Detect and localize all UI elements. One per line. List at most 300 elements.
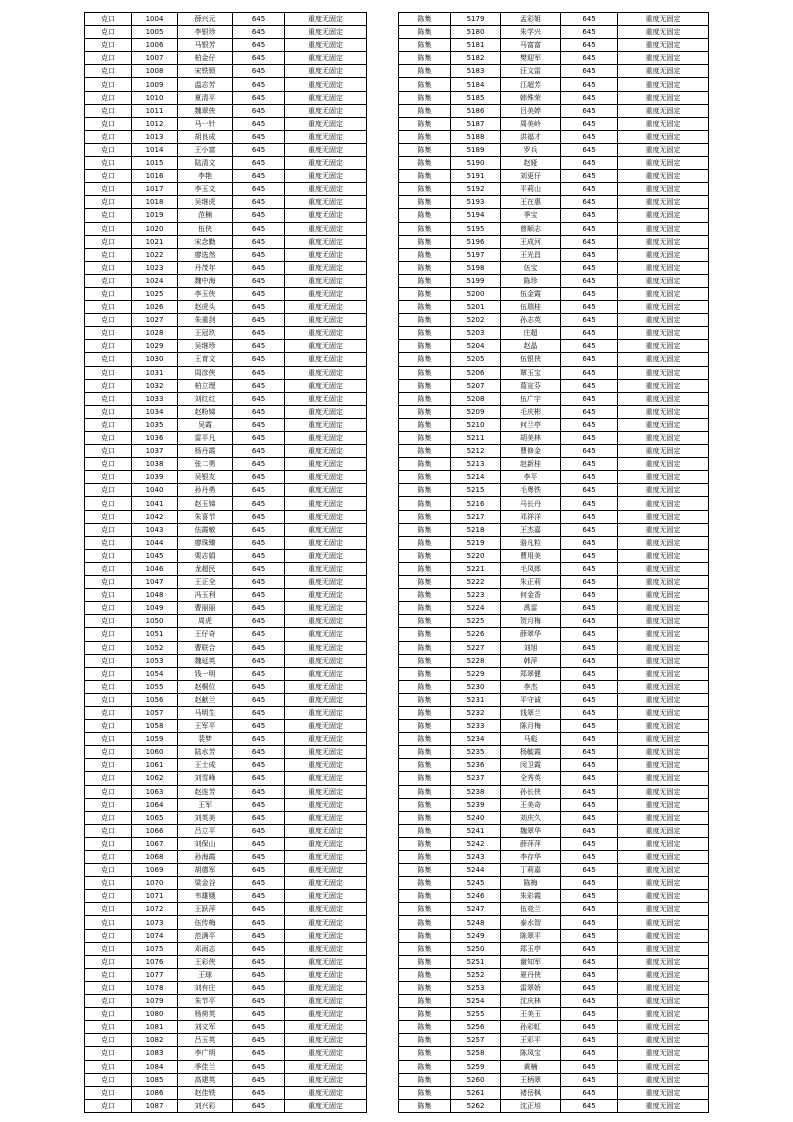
status-cell: 重度无固定 <box>618 91 709 104</box>
region-cell: 克口 <box>85 824 132 837</box>
table-row <box>399 877 709 890</box>
region-cell: 陈集 <box>399 52 451 65</box>
status-cell: 重度无固定 <box>285 785 367 798</box>
amount-cell: 645 <box>561 458 618 471</box>
amount-cell: 645 <box>561 706 618 719</box>
name-cell: 曹联合 <box>178 641 233 654</box>
status-cell: 重度无固定 <box>618 287 709 300</box>
status-cell: 重度无固定 <box>618 929 709 942</box>
id-cell: 5218 <box>451 523 501 536</box>
status-cell: 重度无固定 <box>618 104 709 117</box>
status-cell: 重度无固定 <box>285 536 367 549</box>
status-cell: 重度无固定 <box>285 759 367 772</box>
region-cell: 克口 <box>85 1073 132 1086</box>
status-cell: 重度无固定 <box>285 1008 367 1021</box>
table-row <box>399 497 709 510</box>
status-cell: 重度无固定 <box>618 183 709 196</box>
amount-cell: 645 <box>561 916 618 929</box>
table-row <box>85 536 367 549</box>
region-cell: 陈集 <box>399 130 451 143</box>
table-row <box>85 981 367 994</box>
name-cell: 孙丹勇 <box>178 484 233 497</box>
table-row <box>85 576 367 589</box>
region-cell: 克口 <box>85 968 132 981</box>
amount-cell: 645 <box>233 680 285 693</box>
name-cell: 伍霞敏 <box>178 523 233 536</box>
name-cell: 季宝 <box>501 209 561 222</box>
table-row <box>399 222 709 235</box>
name-cell: 范楠 <box>178 209 233 222</box>
amount-cell: 645 <box>233 1034 285 1047</box>
name-cell: 陈月梅 <box>501 720 561 733</box>
region-cell: 陈集 <box>399 916 451 929</box>
id-cell: 1076 <box>132 955 178 968</box>
table-row <box>85 968 367 981</box>
table-row <box>85 916 367 929</box>
amount-cell: 645 <box>561 471 618 484</box>
region-cell: 陈集 <box>399 235 451 248</box>
region-cell: 克口 <box>85 995 132 1008</box>
name-cell: 闵卫霞 <box>501 759 561 772</box>
region-cell: 陈集 <box>399 405 451 418</box>
status-cell: 重度无固定 <box>285 366 367 379</box>
table-row <box>399 274 709 287</box>
table-row <box>85 733 367 746</box>
region-cell: 陈集 <box>399 877 451 890</box>
name-cell: 黄楠 <box>501 1060 561 1073</box>
id-cell: 5249 <box>451 929 501 942</box>
name-cell: 孙海霞 <box>178 851 233 864</box>
table-row <box>85 379 367 392</box>
amount-cell: 645 <box>233 26 285 39</box>
status-cell: 重度无固定 <box>285 65 367 78</box>
status-cell: 重度无固定 <box>285 196 367 209</box>
amount-cell: 645 <box>233 929 285 942</box>
table-row <box>399 445 709 458</box>
name-cell: 曹修金 <box>501 445 561 458</box>
amount-cell: 645 <box>233 248 285 261</box>
region-cell: 陈集 <box>399 824 451 837</box>
table-row <box>399 968 709 981</box>
name-cell: 伍瑞桂 <box>501 301 561 314</box>
status-cell: 重度无固定 <box>285 170 367 183</box>
table-row <box>399 733 709 746</box>
amount-cell: 645 <box>233 405 285 418</box>
name-cell: 李玉文 <box>178 183 233 196</box>
region-cell: 陈集 <box>399 562 451 575</box>
name-cell: 汪文雷 <box>501 65 561 78</box>
name-cell: 朱彩霞 <box>501 890 561 903</box>
table-row <box>85 851 367 864</box>
name-cell: 李艳 <box>178 170 233 183</box>
region-cell: 陈集 <box>399 942 451 955</box>
name-cell: 薛萍萍 <box>501 837 561 850</box>
id-cell: 1051 <box>132 628 178 641</box>
amount-cell: 645 <box>561 78 618 91</box>
table-row <box>399 890 709 903</box>
name-cell: 吴继珍 <box>178 340 233 353</box>
name-cell: 马明生 <box>178 706 233 719</box>
region-cell: 克口 <box>85 916 132 929</box>
table-row <box>399 458 709 471</box>
name-cell: 刘雪峰 <box>178 772 233 785</box>
name-cell: 伍侠 <box>178 222 233 235</box>
region-cell: 克口 <box>85 523 132 536</box>
name-cell: 夏丹侠 <box>501 968 561 981</box>
status-cell: 重度无固定 <box>285 287 367 300</box>
region-cell: 陈集 <box>399 314 451 327</box>
id-cell: 1020 <box>132 222 178 235</box>
name-cell: 王正全 <box>178 576 233 589</box>
amount-cell: 645 <box>561 405 618 418</box>
table-row <box>399 104 709 117</box>
status-cell: 重度无固定 <box>618 955 709 968</box>
id-cell: 1078 <box>132 981 178 994</box>
id-cell: 5183 <box>451 65 501 78</box>
region-cell: 克口 <box>85 1021 132 1034</box>
name-cell: 赵连芳 <box>178 785 233 798</box>
name-cell: 洪福才 <box>501 130 561 143</box>
table-row <box>399 772 709 785</box>
amount-cell: 645 <box>561 615 618 628</box>
id-cell: 1085 <box>132 1073 178 1086</box>
status-cell: 重度无固定 <box>618 274 709 287</box>
name-cell: 马富富 <box>501 39 561 52</box>
amount-cell: 645 <box>233 314 285 327</box>
table-row <box>399 261 709 274</box>
id-cell: 1040 <box>132 484 178 497</box>
region-cell: 克口 <box>85 772 132 785</box>
table-row <box>399 785 709 798</box>
table-row <box>399 693 709 706</box>
region-cell: 陈集 <box>399 196 451 209</box>
name-cell: 温志芳 <box>178 78 233 91</box>
table-row <box>85 65 367 78</box>
table-row <box>399 209 709 222</box>
status-cell: 重度无固定 <box>285 523 367 536</box>
amount-cell: 645 <box>561 13 618 26</box>
name-cell: 覃玉宝 <box>501 366 561 379</box>
region-cell: 克口 <box>85 52 132 65</box>
id-cell: 5207 <box>451 379 501 392</box>
region-cell: 克口 <box>85 143 132 156</box>
name-cell: 刘文军 <box>178 1021 233 1034</box>
name-cell: 禹雷 <box>501 602 561 615</box>
table-row <box>399 484 709 497</box>
amount-cell: 645 <box>561 576 618 589</box>
table-row <box>399 183 709 196</box>
amount-cell: 645 <box>233 916 285 929</box>
amount-cell: 645 <box>233 235 285 248</box>
region-cell: 克口 <box>85 837 132 850</box>
table-row <box>85 602 367 615</box>
id-cell: 5192 <box>451 183 501 196</box>
region-cell: 克口 <box>85 301 132 314</box>
table-row <box>85 746 367 759</box>
amount-cell: 645 <box>233 117 285 130</box>
amount-cell: 645 <box>561 65 618 78</box>
amount-cell: 645 <box>233 995 285 1008</box>
amount-cell: 645 <box>233 340 285 353</box>
id-cell: 1047 <box>132 576 178 589</box>
region-cell: 克口 <box>85 274 132 287</box>
status-cell: 重度无固定 <box>618 851 709 864</box>
amount-cell: 645 <box>561 52 618 65</box>
id-cell: 1021 <box>132 235 178 248</box>
region-cell: 陈集 <box>399 641 451 654</box>
amount-cell: 645 <box>561 497 618 510</box>
table-row <box>85 562 367 575</box>
table-row <box>399 995 709 1008</box>
region-cell: 克口 <box>85 261 132 274</box>
region-cell: 克口 <box>85 445 132 458</box>
name-cell: 赵新桂 <box>501 458 561 471</box>
table-row <box>399 523 709 536</box>
id-cell: 1014 <box>132 143 178 156</box>
name-cell: 马长丹 <box>501 497 561 510</box>
status-cell: 重度无固定 <box>285 248 367 261</box>
id-cell: 1074 <box>132 929 178 942</box>
id-cell: 5197 <box>451 248 501 261</box>
status-cell: 重度无固定 <box>618 510 709 523</box>
id-cell: 1062 <box>132 772 178 785</box>
region-cell: 陈集 <box>399 366 451 379</box>
id-cell: 5195 <box>451 222 501 235</box>
amount-cell: 645 <box>233 143 285 156</box>
status-cell: 重度无固定 <box>618 693 709 706</box>
name-cell: 赵玉娣 <box>178 497 233 510</box>
table-row <box>399 91 709 104</box>
status-cell: 重度无固定 <box>285 981 367 994</box>
table-row <box>399 798 709 811</box>
name-cell: 李银珍 <box>178 26 233 39</box>
name-cell: 葛宣芬 <box>501 379 561 392</box>
id-cell: 1064 <box>132 798 178 811</box>
region-cell: 陈集 <box>399 13 451 26</box>
amount-cell: 645 <box>233 720 285 733</box>
name-cell: 魏翠华 <box>501 824 561 837</box>
region-cell: 克口 <box>85 157 132 170</box>
name-cell: 韦雄娥 <box>178 890 233 903</box>
amount-cell: 645 <box>233 693 285 706</box>
region-cell: 陈集 <box>399 759 451 772</box>
region-cell: 陈集 <box>399 602 451 615</box>
status-cell: 重度无固定 <box>618 261 709 274</box>
name-cell: 张二勇 <box>178 458 233 471</box>
table-row <box>399 536 709 549</box>
name-cell: 吕美婷 <box>501 104 561 117</box>
id-cell: 5235 <box>451 746 501 759</box>
id-cell: 1010 <box>132 91 178 104</box>
status-cell: 重度无固定 <box>618 445 709 458</box>
name-cell: 谢知军 <box>501 955 561 968</box>
status-cell: 重度无固定 <box>618 222 709 235</box>
region-cell: 陈集 <box>399 772 451 785</box>
name-cell: 赵献兰 <box>178 693 233 706</box>
amount-cell: 645 <box>561 811 618 824</box>
name-cell: 邓祥洋 <box>501 510 561 523</box>
id-cell: 1012 <box>132 117 178 130</box>
table-row <box>85 1086 367 1099</box>
id-cell: 5262 <box>451 1099 501 1112</box>
id-cell: 5245 <box>451 877 501 890</box>
table-row <box>85 1073 367 1086</box>
id-cell: 5184 <box>451 78 501 91</box>
table-row <box>85 1021 367 1034</box>
status-cell: 重度无固定 <box>285 91 367 104</box>
amount-cell: 645 <box>233 274 285 287</box>
status-cell: 重度无固定 <box>285 615 367 628</box>
region-cell: 克口 <box>85 890 132 903</box>
name-cell: 孙志英 <box>501 314 561 327</box>
region-cell: 克口 <box>85 602 132 615</box>
name-cell: 李平 <box>501 471 561 484</box>
amount-cell: 645 <box>233 65 285 78</box>
status-cell: 重度无固定 <box>618 143 709 156</box>
table-row <box>85 392 367 405</box>
name-cell: 魏翠侠 <box>178 104 233 117</box>
id-cell: 1066 <box>132 824 178 837</box>
region-cell: 克口 <box>85 39 132 52</box>
amount-cell: 645 <box>561 130 618 143</box>
id-cell: 1061 <box>132 759 178 772</box>
region-cell: 克口 <box>85 589 132 602</box>
region-cell: 克口 <box>85 91 132 104</box>
table-row <box>399 955 709 968</box>
table-row <box>85 274 367 287</box>
status-cell: 重度无固定 <box>618 942 709 955</box>
region-cell: 克口 <box>85 379 132 392</box>
recipient-table-left-body <box>85 13 367 1113</box>
table-row <box>85 772 367 785</box>
id-cell: 5260 <box>451 1073 501 1086</box>
id-cell: 1033 <box>132 392 178 405</box>
status-cell: 重度无固定 <box>285 327 367 340</box>
status-cell: 重度无固定 <box>618 471 709 484</box>
table-row <box>85 143 367 156</box>
table-row <box>399 641 709 654</box>
id-cell: 5213 <box>451 458 501 471</box>
amount-cell: 645 <box>561 785 618 798</box>
status-cell: 重度无固定 <box>285 955 367 968</box>
id-cell: 5236 <box>451 759 501 772</box>
name-cell: 杨毓霞 <box>501 746 561 759</box>
table-row <box>85 929 367 942</box>
region-cell: 陈集 <box>399 785 451 798</box>
region-cell: 陈集 <box>399 209 451 222</box>
id-cell: 1029 <box>132 340 178 353</box>
region-cell: 克口 <box>85 562 132 575</box>
amount-cell: 645 <box>233 811 285 824</box>
id-cell: 5188 <box>451 130 501 143</box>
table-row <box>399 248 709 261</box>
amount-cell: 645 <box>561 929 618 942</box>
region-cell: 克口 <box>85 903 132 916</box>
region-cell: 克口 <box>85 1099 132 1112</box>
name-cell: 范满平 <box>178 929 233 942</box>
region-cell: 陈集 <box>399 183 451 196</box>
amount-cell: 645 <box>561 628 618 641</box>
id-cell: 5254 <box>451 995 501 1008</box>
status-cell: 重度无固定 <box>618 1034 709 1047</box>
region-cell: 克口 <box>85 798 132 811</box>
table-row <box>399 1008 709 1021</box>
name-cell: 沈正培 <box>501 1099 561 1112</box>
region-cell: 克口 <box>85 248 132 261</box>
amount-cell: 645 <box>561 654 618 667</box>
amount-cell: 645 <box>561 549 618 562</box>
status-cell: 重度无固定 <box>285 39 367 52</box>
amount-cell: 645 <box>233 392 285 405</box>
name-cell: 陈凤宝 <box>501 1047 561 1060</box>
status-cell: 重度无固定 <box>618 680 709 693</box>
table-row <box>85 13 367 26</box>
status-cell: 重度无固定 <box>285 654 367 667</box>
id-cell: 5182 <box>451 52 501 65</box>
id-cell: 1049 <box>132 602 178 615</box>
name-cell: 陆水芳 <box>178 746 233 759</box>
region-cell: 克口 <box>85 1008 132 1021</box>
name-cell: 周彦侠 <box>178 366 233 379</box>
region-cell: 陈集 <box>399 837 451 850</box>
table-row <box>85 497 367 510</box>
table-row <box>399 314 709 327</box>
amount-cell: 645 <box>561 981 618 994</box>
status-cell: 重度无固定 <box>618 379 709 392</box>
region-cell: 陈集 <box>399 392 451 405</box>
status-cell: 重度无固定 <box>285 78 367 91</box>
id-cell: 1059 <box>132 733 178 746</box>
status-cell: 重度无固定 <box>285 890 367 903</box>
region-cell: 陈集 <box>399 510 451 523</box>
amount-cell: 645 <box>233 785 285 798</box>
id-cell: 1038 <box>132 458 178 471</box>
amount-cell: 645 <box>561 1060 618 1073</box>
table-row <box>399 615 709 628</box>
id-cell: 5196 <box>451 235 501 248</box>
status-cell: 重度无固定 <box>618 1021 709 1034</box>
status-cell: 重度无固定 <box>285 995 367 1008</box>
region-cell: 克口 <box>85 746 132 759</box>
region-cell: 陈集 <box>399 432 451 445</box>
id-cell: 1036 <box>132 432 178 445</box>
region-cell: 陈集 <box>399 1060 451 1073</box>
status-cell: 重度无固定 <box>285 589 367 602</box>
amount-cell: 645 <box>233 615 285 628</box>
amount-cell: 645 <box>233 667 285 680</box>
table-row <box>399 471 709 484</box>
region-cell: 克口 <box>85 327 132 340</box>
status-cell: 重度无固定 <box>618 995 709 1008</box>
amount-cell: 645 <box>233 562 285 575</box>
region-cell: 陈集 <box>399 576 451 589</box>
region-cell: 克口 <box>85 353 132 366</box>
amount-cell: 645 <box>561 693 618 706</box>
id-cell: 1053 <box>132 654 178 667</box>
region-cell: 克口 <box>85 706 132 719</box>
status-cell: 重度无固定 <box>285 432 367 445</box>
status-cell: 重度无固定 <box>618 654 709 667</box>
name-cell: 曹丽丽 <box>178 602 233 615</box>
amount-cell: 645 <box>561 209 618 222</box>
amount-cell: 645 <box>561 667 618 680</box>
amount-cell: 645 <box>561 484 618 497</box>
amount-cell: 645 <box>561 877 618 890</box>
name-cell: 刘英美 <box>178 811 233 824</box>
name-cell: 王美玉 <box>501 1008 561 1021</box>
id-cell: 5199 <box>451 274 501 287</box>
id-cell: 1070 <box>132 877 178 890</box>
